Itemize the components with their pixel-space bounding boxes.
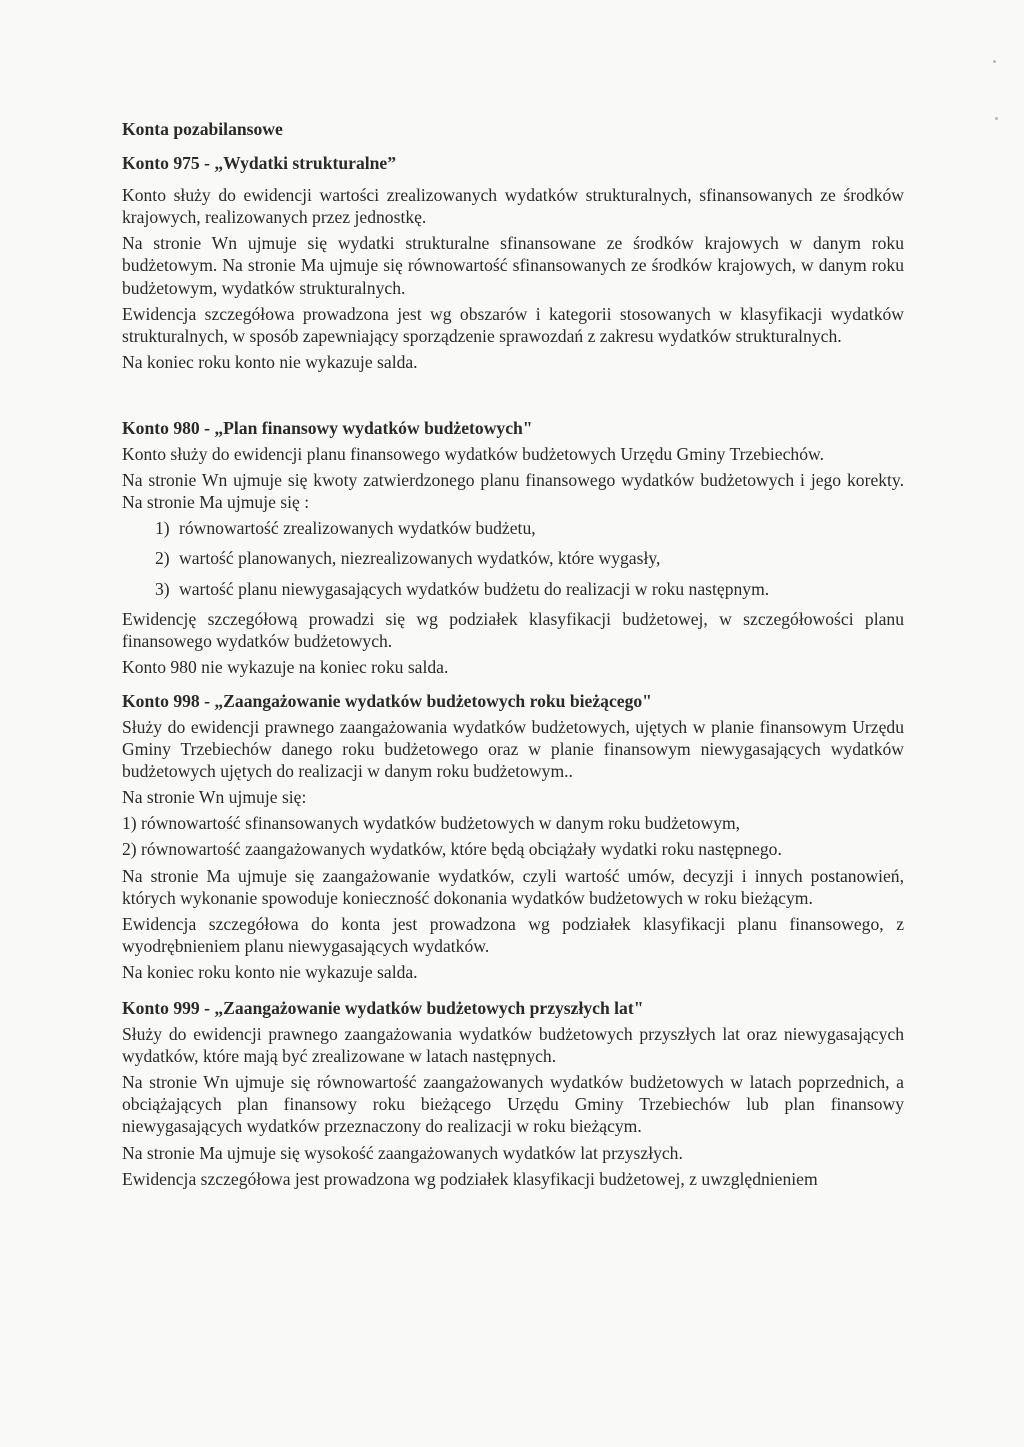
paragraph: Ewidencja szczegółowa jest prowadzona wg podziałek klasyfikacji budżetowej, z uwzględnieniem	[122, 1168, 818, 1189]
paragraph: Na stronie Wn ujmuje się:	[122, 787, 307, 808]
paragraph: Na stronie Wn ujmuje się równowartość zaangażowanych wydatków budżetowych w latach poprzednich, a obciążających plan finansowy roku bieżącego Urzędu Gminy Trzebiechów lub plan finansowy niewygasających wydatków przeznaczony do realizacji w roku bieżącym.	[122, 1072, 904, 1137]
paragraph: Konto 980 nie wykazuje na koniec roku salda.	[122, 656, 449, 677]
document-body	[122, 118, 904, 1194]
paragraph: Na stronie Wn ujmuje się wydatki strukturalne sfinansowane ze środków krajowych w danym roku budżetowym. Na stronie Ma ujmuje się równowartość sfinansowanych ze środków krajowych, w danym roku budżetowym, wydatków strukturalnych.	[122, 233, 904, 298]
numbered-list	[122, 812, 904, 860]
paragraph: Ewidencja szczegółowa prowadzona jest wg obszarów i kategorii stosowanych w klasyfikacji wydatków strukturalnych, w sposób zapewniający sporządzenie sprawozdań z zakresu wydatków strukturalnych.	[122, 303, 904, 346]
paragraph: Na stronie Ma ujmuje się zaangażowanie wydatków, czyli wartość umów, decyzji i innych postanowień, których wykonanie spowoduje konieczność dokonania wydatków budżetowych w roku bieżącym.	[122, 865, 904, 908]
list-item	[155, 578, 904, 600]
section-heading: Konto 980 - „Plan finansowy wydatków budżetowych"	[122, 417, 533, 438]
list-item: 2) równowartość zaangażowanych wydatków, które będą obciążały wydatki roku następnego.	[122, 839, 782, 860]
list-item	[155, 517, 904, 539]
list-item-number: 1)	[155, 518, 170, 539]
paragraph: Służy do ewidencji prawnego zaangażowania wydatków budżetowych, ujętych w planie finansowym Urzędu Gminy Trzebiechów danego roku budżetowego oraz w planie finansowym niewygasających wydatków budżetowych ujętych do realizacji w danym roku budżetowym..	[122, 716, 904, 782]
list-item-text: wartość planowanych, niezrealizowanych wydatków, które wygasły,	[179, 548, 661, 569]
section-heading: Konto 998 - „Zaangażowanie wydatków budżetowych roku bieżącego"	[122, 690, 652, 711]
section-konto-998	[122, 690, 904, 983]
paragraph: Na stronie Wn ujmuje się kwoty zatwierdzonego planu finansowego wydatków budżetowych i jego korekty. Na stronie Ma ujmuje się :	[122, 470, 904, 513]
section-konto-975	[122, 152, 904, 373]
paragraph: Na koniec roku konto nie wykazuje salda.	[122, 351, 418, 372]
paragraph: Na koniec roku konto nie wykazuje salda.	[122, 961, 418, 982]
section-konto-980	[122, 417, 904, 678]
section-heading: Konto 999 - „Zaangażowanie wydatków budżetowych przyszłych lat"	[122, 998, 644, 1018]
list-item-text: wartość planu niewygasających wydatków budżetu do realizacji w roku następnym.	[179, 578, 770, 599]
paragraph: Ewidencja szczegółowa do konta jest prowadzona wg podziałek klasyfikacji planu finansowego, z wyodrębnieniem planu niewygasających wydatków.	[122, 913, 904, 956]
document-title: Konta pozabilansowe	[122, 119, 283, 139]
section-heading: Konto 975 - „Wydatki strukturalne”	[122, 153, 397, 174]
numbered-list	[155, 517, 904, 599]
scan-speck	[993, 60, 996, 63]
list-item	[155, 547, 904, 569]
paragraph: Konto służy do ewidencji planu finansowego wydatków budżetowych Urzędu Gminy Trzebiechów.	[122, 444, 824, 465]
list-item: 1) równowartość sfinansowanych wydatków budżetowych w danym roku budżetowym,	[122, 813, 741, 834]
scan-speck	[995, 117, 998, 120]
paragraph: Konto służy do ewidencji wartości zrealizowanych wydatków strukturalnych, sfinansowanych ze środków krajowych, realizowanych przez jednostkę.	[122, 185, 904, 228]
paragraph: Ewidencję szczegółową prowadzi się wg podziałek klasyfikacji budżetowej, w szczegółowości planu finansowego wydatków budżetowych.	[122, 608, 904, 651]
list-item-number: 3)	[155, 578, 170, 599]
paragraph: Na stronie Ma ujmuje się wysokość zaangażowanych wydatków lat przyszłych.	[122, 1142, 683, 1163]
list-item-text: równowartość zrealizowanych wydatków budżetu,	[179, 518, 536, 539]
section-konto-999	[122, 997, 904, 1190]
paragraph: Służy do ewidencji prawnego zaangażowania wydatków budżetowych przyszłych lat oraz niewygasających wydatków, które mają być zrealizowane w latach następnych.	[122, 1024, 904, 1067]
list-item-number: 2)	[155, 548, 170, 569]
